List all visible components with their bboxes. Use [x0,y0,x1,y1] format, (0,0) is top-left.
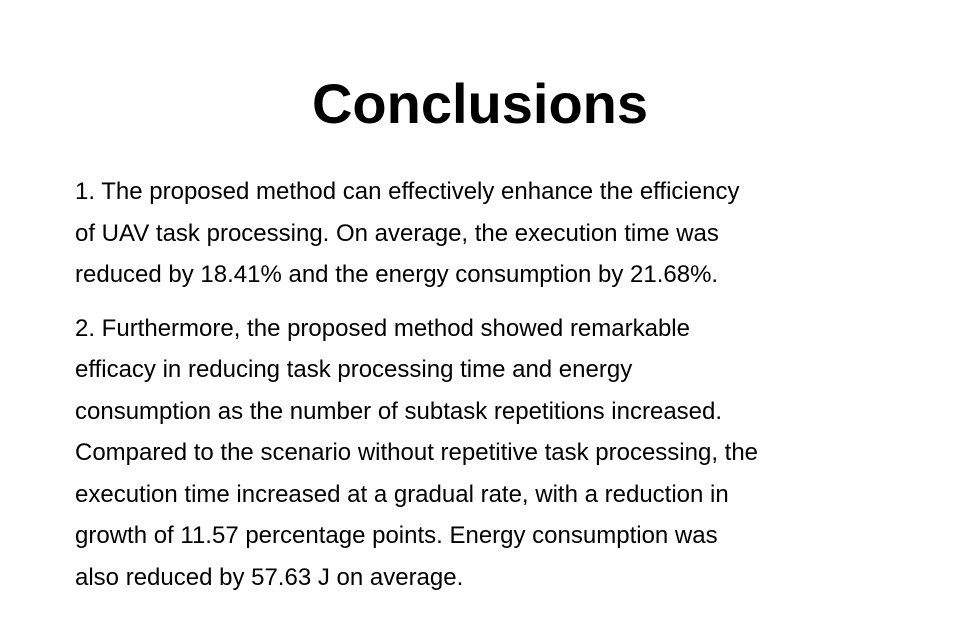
conclusion-point-2 [75,308,935,599]
text-line: 1. The proposed method can effectively enhance the efficiency [75,178,740,205]
text-line: consumption as the number of subtask repetitions increased. [75,397,723,425]
text-line: growth of 11.57 percentage points. Energy consumption was [75,522,718,549]
text-line: also reduced by 57.63 J on average. [75,563,464,591]
text-line: of UAV task processing. On average, the execution time was [75,219,719,247]
text-line: Compared to the scenario without repetitive task processing, the [75,439,759,466]
slide-title: Conclusions [311,72,649,135]
conclusions-body [75,171,935,598]
conclusion-point-1 [75,171,935,296]
text-line: efficacy in reducing task processing time and energy [75,356,633,383]
text-line: reduced by 18.41% and the energy consumption by 21.68%. [75,261,719,288]
text-line: execution time increased at a gradual rate, with a reduction in [75,480,729,508]
text-line: 2. Furthermore, the proposed method showed remarkable [75,314,690,342]
